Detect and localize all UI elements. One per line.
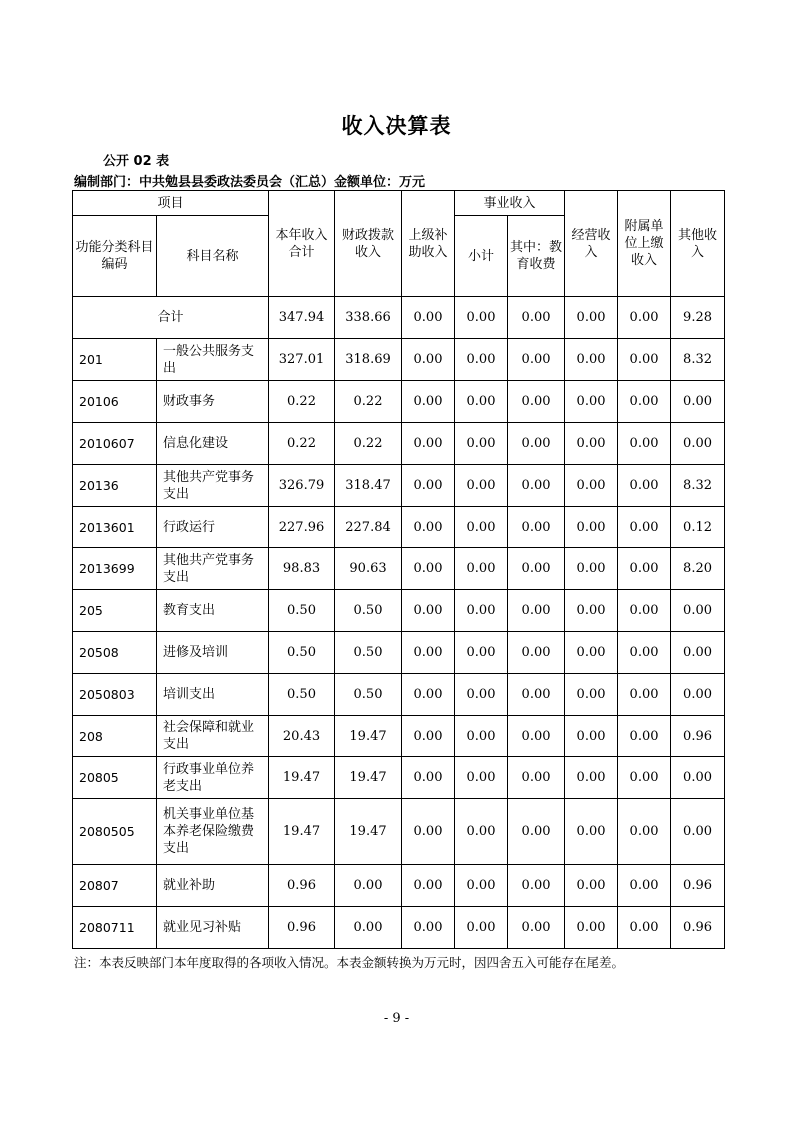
amount-cell: 0.00 [508,507,565,548]
amount-cell: 0.00 [565,423,618,465]
amount-cell: 0.00 [565,381,618,423]
table-row [73,716,725,757]
amount-cell: 0.50 [269,674,335,716]
subject-code-cell: 20136 [73,465,157,507]
total-value: 0.00 [402,297,455,339]
amount-cell: 0.00 [671,381,725,423]
amount-cell: 0.50 [269,632,335,674]
table-row [73,799,725,865]
table-row [73,548,725,590]
amount-cell: 0.00 [455,757,508,799]
amount-cell: 0.00 [402,465,455,507]
subject-code-cell: 20807 [73,865,157,907]
amount-cell: 0.00 [455,590,508,632]
amount-cell: 0.00 [671,590,725,632]
amount-cell: 98.83 [269,548,335,590]
amount-cell: 0.00 [455,799,508,865]
amount-cell: 0.00 [402,907,455,949]
amount-cell: 0.00 [508,674,565,716]
income-final-accounts-table [72,190,725,949]
amount-cell: 19.47 [335,757,402,799]
total-value: 0.00 [618,297,671,339]
amount-cell: 0.00 [455,907,508,949]
amount-cell: 0.00 [671,799,725,865]
subject-code-cell: 201 [73,339,157,381]
header-fiscal-appropriation: 财政拨款收入 [335,191,402,297]
amount-cell: 0.00 [671,757,725,799]
amount-cell: 19.47 [269,799,335,865]
amount-cell: 0.00 [565,465,618,507]
amount-cell: 0.00 [402,757,455,799]
amount-cell: 0.96 [671,907,725,949]
amount-cell: 0.00 [508,907,565,949]
amount-cell: 0.00 [565,507,618,548]
subject-code-cell: 208 [73,716,157,757]
subject-code-cell: 20508 [73,632,157,674]
amount-cell: 0.00 [335,865,402,907]
amount-cell: 0.00 [618,907,671,949]
amount-cell: 0.00 [402,865,455,907]
subject-code-cell: 20106 [73,381,157,423]
subject-name-cell: 其他共产党事务支出 [157,465,269,507]
amount-cell: 0.00 [455,632,508,674]
table-row [73,339,725,381]
table-row [73,757,725,799]
subject-name-cell: 财政事务 [157,381,269,423]
total-label: 合计 [73,297,269,339]
amount-cell: 326.79 [269,465,335,507]
subject-code-cell: 2080505 [73,799,157,865]
subject-code-cell: 2013601 [73,507,157,548]
amount-cell: 0.00 [508,423,565,465]
amount-cell: 20.43 [269,716,335,757]
amount-cell: 0.50 [335,674,402,716]
amount-cell: 0.00 [508,548,565,590]
amount-cell: 0.00 [565,716,618,757]
total-value: 0.00 [455,297,508,339]
amount-cell: 0.00 [618,339,671,381]
amount-cell: 0.22 [269,381,335,423]
amount-cell: 0.00 [508,799,565,865]
amount-cell: 0.00 [618,590,671,632]
amount-cell: 0.00 [565,339,618,381]
amount-cell: 90.63 [335,548,402,590]
amount-cell: 0.00 [565,799,618,865]
table-row [73,590,725,632]
amount-cell: 0.00 [402,716,455,757]
amount-cell: 0.50 [335,632,402,674]
amount-cell: 0.00 [455,548,508,590]
header-item: 项目 [73,191,269,216]
form-number: 公开 02 表 [103,154,170,169]
amount-cell: 0.00 [565,865,618,907]
amount-cell: 0.00 [618,548,671,590]
department-unit-line: 编制部门：中共勉县县委政法委员会（汇总）金额单位：万元 [74,175,426,190]
amount-cell: 0.00 [335,907,402,949]
amount-cell: 0.00 [402,339,455,381]
amount-cell: 0.00 [402,590,455,632]
subject-code-cell: 20805 [73,757,157,799]
subject-name-cell: 培训支出 [157,674,269,716]
amount-cell: 0.00 [402,799,455,865]
total-value: 0.00 [565,297,618,339]
amount-cell: 0.00 [402,507,455,548]
header-education-fee: 其中：教育收费 [508,216,565,297]
header-business-income: 事业收入 [455,191,565,216]
header-operating-income: 经营收入 [565,191,618,297]
amount-cell: 0.00 [455,465,508,507]
amount-cell: 0.00 [618,423,671,465]
subject-name-cell: 社会保障和就业支出 [157,716,269,757]
amount-cell: 0.00 [671,632,725,674]
amount-cell: 0.00 [402,381,455,423]
amount-cell: 0.00 [508,865,565,907]
amount-cell: 0.22 [269,423,335,465]
amount-cell: 0.50 [335,590,402,632]
amount-cell: 0.96 [671,716,725,757]
amount-cell: 0.00 [455,865,508,907]
header-total-income: 本年收入合计 [269,191,335,297]
amount-cell: 327.01 [269,339,335,381]
amount-cell: 0.00 [618,799,671,865]
subject-name-cell: 就业补助 [157,865,269,907]
amount-cell: 0.00 [565,907,618,949]
amount-cell: 0.00 [618,865,671,907]
amount-cell: 0.00 [565,674,618,716]
subject-code-cell: 2013699 [73,548,157,590]
subject-name-cell: 教育支出 [157,590,269,632]
subject-code-cell: 2010607 [73,423,157,465]
amount-cell: 0.00 [508,590,565,632]
table-row [73,632,725,674]
total-value: 9.28 [671,297,725,339]
amount-cell: 0.00 [565,757,618,799]
amount-cell: 0.00 [402,548,455,590]
amount-cell: 227.96 [269,507,335,548]
amount-cell: 8.32 [671,465,725,507]
amount-cell: 0.00 [508,381,565,423]
amount-cell: 0.50 [269,590,335,632]
subject-name-cell: 机关事业单位基本养老保险缴费支出 [157,799,269,865]
amount-cell: 0.00 [565,548,618,590]
amount-cell: 0.22 [335,381,402,423]
table-row [73,674,725,716]
subject-name-cell: 一般公共服务支出 [157,339,269,381]
amount-cell: 19.47 [335,799,402,865]
amount-cell: 0.00 [618,632,671,674]
subject-name-cell: 其他共产党事务支出 [157,548,269,590]
table-row [73,465,725,507]
amount-cell: 0.00 [455,674,508,716]
amount-cell: 0.00 [618,757,671,799]
subject-name-cell: 行政运行 [157,507,269,548]
header-subtotal: 小计 [455,216,508,297]
total-value: 0.00 [508,297,565,339]
amount-cell: 0.00 [455,423,508,465]
header-affiliated-unit-income: 附属单位上缴收入 [618,191,671,297]
amount-cell: 0.00 [618,674,671,716]
amount-cell: 0.00 [455,381,508,423]
amount-cell: 0.00 [508,632,565,674]
amount-cell: 318.69 [335,339,402,381]
amount-cell: 0.96 [269,865,335,907]
table-row [73,865,725,907]
amount-cell: 0.00 [565,590,618,632]
header-subject-name: 科目名称 [157,216,269,297]
amount-cell: 0.00 [671,423,725,465]
subject-code-cell: 205 [73,590,157,632]
amount-cell: 8.20 [671,548,725,590]
amount-cell: 0.00 [455,507,508,548]
amount-cell: 0.00 [618,716,671,757]
header-superior-subsidy: 上级补助收入 [402,191,455,297]
subject-code-cell: 2050803 [73,674,157,716]
total-value: 338.66 [335,297,402,339]
header-other-income: 其他收入 [671,191,725,297]
amount-cell: 318.47 [335,465,402,507]
amount-cell: 0.96 [269,907,335,949]
table-footnote: 注：本表反映部门本年度取得的各项收入情况。本表金额转换为万元时，因四舍五入可能存在尾差。 [74,955,625,970]
page-number: - 9 - [383,1011,410,1026]
amount-cell: 0.22 [335,423,402,465]
amount-cell: 0.00 [565,632,618,674]
amount-cell: 0.00 [618,465,671,507]
amount-cell: 19.47 [269,757,335,799]
subject-name-cell: 就业见习补贴 [157,907,269,949]
table-row [73,907,725,949]
amount-cell: 0.96 [671,865,725,907]
amount-cell: 227.84 [335,507,402,548]
total-value: 347.94 [269,297,335,339]
amount-cell: 8.32 [671,339,725,381]
amount-cell: 0.00 [671,674,725,716]
amount-cell: 0.00 [402,423,455,465]
amount-cell: 0.00 [618,381,671,423]
subject-name-cell: 信息化建设 [157,423,269,465]
total-row [73,297,725,339]
table-row [73,507,725,548]
amount-cell: 0.00 [455,716,508,757]
amount-cell: 0.00 [402,632,455,674]
amount-cell: 0.00 [402,674,455,716]
amount-cell: 0.00 [508,339,565,381]
amount-cell: 0.00 [455,339,508,381]
page-title: 收入决算表 [341,114,452,138]
amount-cell: 0.00 [508,757,565,799]
amount-cell: 19.47 [335,716,402,757]
header-function-code: 功能分类科目编码 [73,216,157,297]
amount-cell: 0.00 [508,716,565,757]
table-row [73,423,725,465]
amount-cell: 0.00 [618,507,671,548]
amount-cell: 0.00 [508,465,565,507]
subject-name-cell: 行政事业单位养老支出 [157,757,269,799]
subject-code-cell: 2080711 [73,907,157,949]
subject-name-cell: 进修及培训 [157,632,269,674]
amount-cell: 0.12 [671,507,725,548]
table-row [73,381,725,423]
